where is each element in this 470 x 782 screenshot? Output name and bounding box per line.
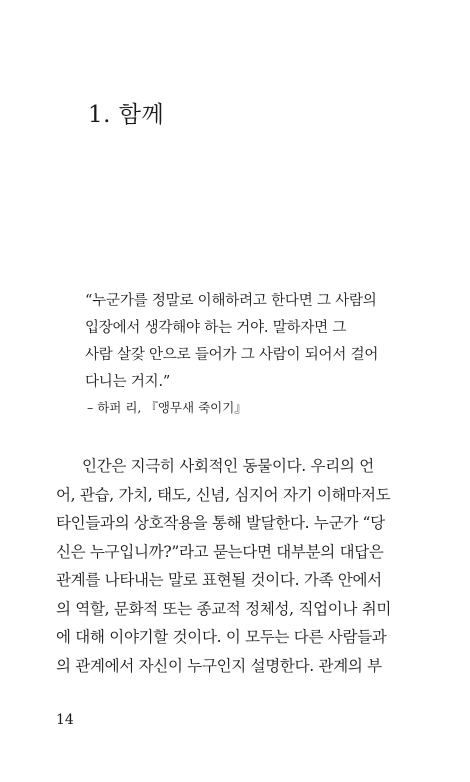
epigraph-line: 입장에서 생각해야 하는 거야. 말하자면 그 <box>85 320 347 336</box>
body-line: 의 관계에서 자신이 누구인지 설명한다. 관계의 부 <box>56 656 382 675</box>
body-line: 인간은 지극히 사회적인 동물이다. 우리의 언 <box>82 457 374 475</box>
body-line: 신은 누구입니까?”라고 묻는다면 대부분의 대답은 <box>56 542 384 561</box>
chapter-title: 1. 함께 <box>88 102 165 128</box>
epigraph <box>85 288 385 418</box>
page-number: 14 <box>56 712 74 728</box>
body-line: 어, 관습, 가치, 태도, 신념, 심지어 자기 이해마저도 <box>56 485 391 504</box>
body-line: 타인들과의 상호작용을 통해 발달한다. 누군가 “당 <box>56 514 385 532</box>
epigraph-line: “누군가를 정말로 이해하려고 한다면 그 사람의 <box>85 293 377 309</box>
epigraph-line: 사람 살갗 안으로 들어가 그 사람이 되어서 걸어 <box>85 347 379 363</box>
epigraph-attribution: – 하퍼 리, 『앵무새 죽이기』 <box>87 400 247 415</box>
epigraph-line: 다니는 거지.” <box>85 374 171 390</box>
body-paragraph <box>56 452 392 680</box>
body-line: 관계를 나타내는 말로 표현될 것이다. 가족 안에서 <box>56 571 382 589</box>
body-line: 의 역할, 문화적 또는 종교적 정체성, 직업이나 취미 <box>56 599 392 618</box>
body-line: 에 대해 이야기할 것이다. 이 모두는 다른 사람들과 <box>56 628 387 646</box>
